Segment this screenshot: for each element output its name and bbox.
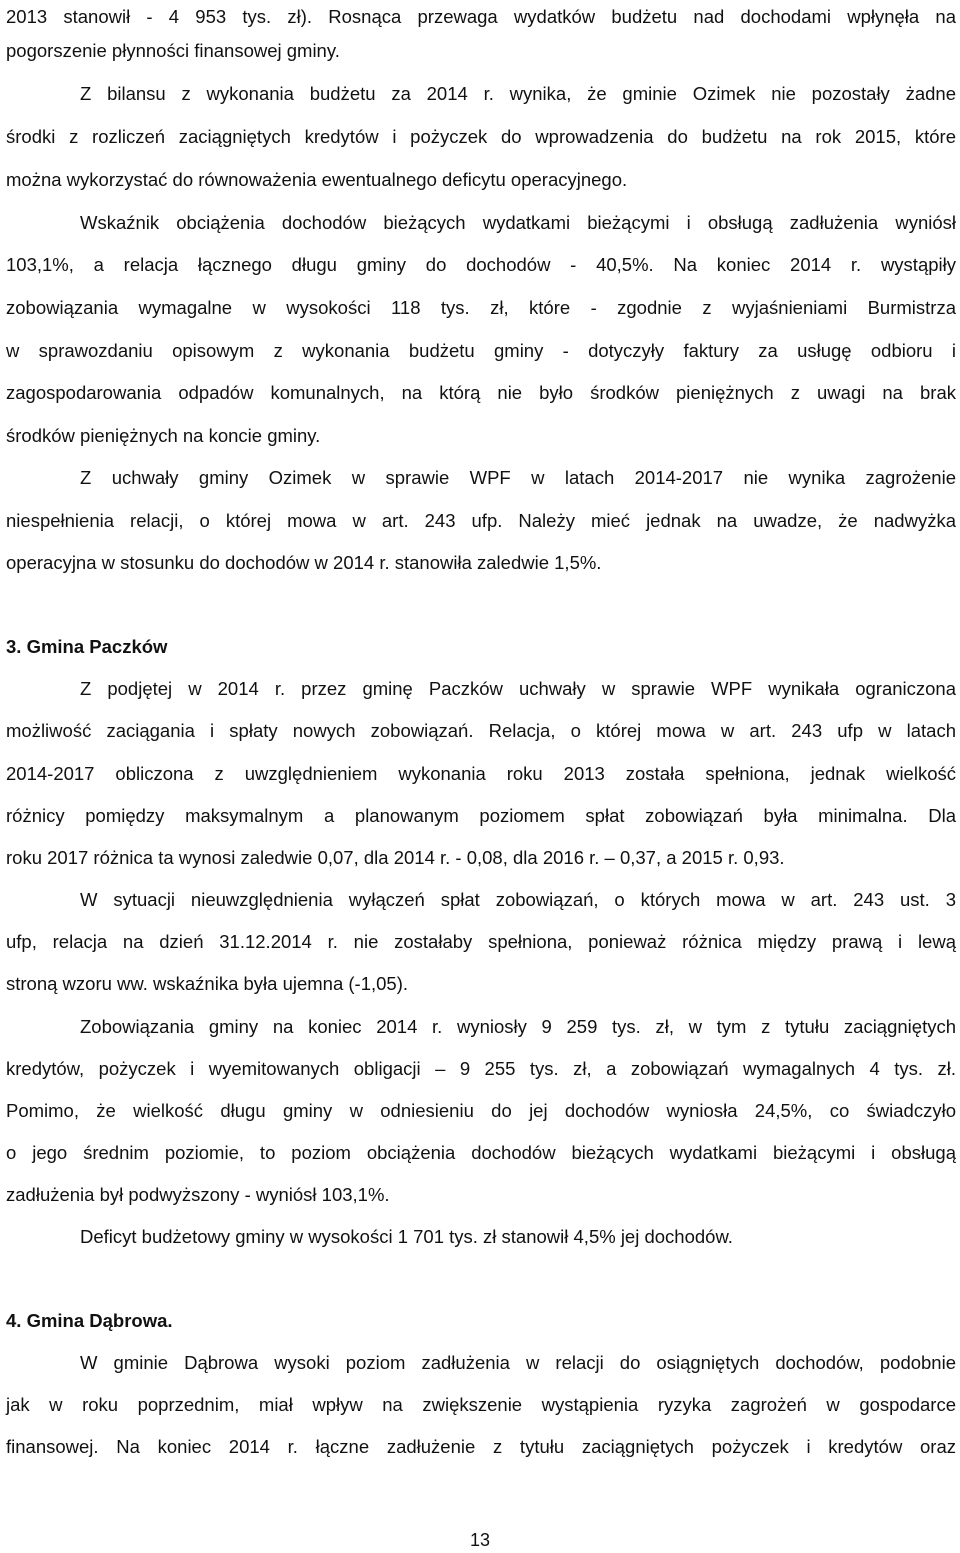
text-line: pogorszenie płynności finansowej gminy. [6,40,340,61]
text-line: 103,1%, a relacja łącznego długu gminy do dochodów - 40,5%. Na koniec 2014 r. wystąpiły [6,254,956,275]
text-line: zagospodarowania odpadów komunalnych, na którą nie było środków pieniężnych z uwagi na brak [6,382,956,403]
text-line: Pomimo, że wielkość długu gminy w odniesieniu do jej dochodów wyniosła 24,5%, co świadczyło [6,1100,956,1121]
text-line: operacyjna w stosunku do dochodów w 2014 r. stanowiła zaledwie 1,5%. [6,552,602,573]
text-line: jak w roku poprzednim, miał wpływ na zwiększenie wystąpienia ryzyka zagrożeń w gospodarce [6,1394,956,1415]
text-line: środki z rozliczeń zaciągniętych kredytów i pożyczek do wprowadzenia do budżetu na rok 2015, które [6,126,956,147]
section-heading-dabrowa: 4. Gmina Dąbrowa. [6,1310,173,1331]
text-line: 2013 stanowił - 4 953 tys. zł). Rosnąca przewaga wydatków budżetu nad dochodami wpłynęła na [6,6,956,27]
text-line: możliwość zaciągania i spłaty nowych zobowiązań. Relacja, o której mowa w art. 243 ufp w latach [6,720,956,741]
text-line: można wykorzystać do równoważenia ewentualnego deficytu operacyjnego. [6,169,628,190]
section-heading-paczkow: 3. Gmina Paczków [6,636,168,657]
text-line: kredytów, pożyczek i wyemitowanych obligacji – 9 255 tys. zł, a zobowiązań wymagalnych 4 tys. zł. [6,1058,956,1079]
text-line: różnicy pomiędzy maksymalnym a planowanym poziomem spłat zobowiązań była minimalna. Dla [6,805,956,826]
text-line: W sytuacji nieuwzględnienia wyłączeń spłat zobowiązań, o których mowa w art. 243 ust. 3 [80,889,956,910]
text-line: niespełnienia relacji, o której mowa w art. 243 ufp. Należy mieć jednak na uwadze, że nadwyżka [6,510,956,531]
text-line: Z bilansu z wykonania budżetu za 2014 r. wynika, że gminie Ozimek nie pozostały żadne [80,83,956,104]
text-line: 2014-2017 obliczona z uwzględnieniem wykonania roku 2013 została spełniona, jednak wielkość [6,763,956,784]
text-line: finansowej. Na koniec 2014 r. łączne zadłużenie z tytułu zaciągniętych pożyczek i kredytów oraz [6,1436,956,1457]
text-line: Wskaźnik obciążenia dochodów bieżących wydatkami bieżącymi i obsługą zadłużenia wyniósł [80,212,956,233]
text-line: W gminie Dąbrowa wysoki poziom zadłużenia w relacji do osiągniętych dochodów, podobnie [80,1352,956,1373]
text-line: zadłużenia był podwyższony - wyniósł 103,1%. [6,1184,390,1205]
text-line: zobowiązania wymagalne w wysokości 118 tys. zł, które - zgodnie z wyjaśnieniami Burmistrza [6,297,956,318]
page-number: 13 [469,1530,491,1550]
text-line: Deficyt budżetowy gminy w wysokości 1 701 tys. zł stanowił 4,5% jej dochodów. [80,1226,733,1247]
text-line: roku 2017 różnica ta wynosi zaledwie 0,07, dla 2014 r. - 0,08, dla 2016 r. – 0,37, a 2015 r. 0,93. [6,847,785,868]
text-line: środków pieniężnych na koncie gminy. [6,425,321,446]
text-line: ufp, relacja na dzień 31.12.2014 r. nie zostałaby spełniona, ponieważ różnica między prawą i lewą [6,931,956,952]
text-line: w sprawozdaniu opisowym z wykonania budżetu gminy - dotyczyły faktury za usługę odbioru i [6,340,956,361]
text-line: o jego średnim poziomie, to poziom obciążenia dochodów bieżących wydatkami bieżącymi i obsługą [6,1142,956,1163]
text-line: Z uchwały gminy Ozimek w sprawie WPF w latach 2014-2017 nie wynika zagrożenie [80,467,956,488]
text-line: Z podjętej w 2014 r. przez gminę Paczków uchwały w sprawie WPF wynikała ograniczona [80,678,956,699]
text-line: Zobowiązania gminy na koniec 2014 r. wyniosły 9 259 tys. zł, w tym z tytułu zaciągniętych [80,1016,956,1037]
text-line: stroną wzoru ww. wskaźnika była ujemna (-1,05). [6,973,409,994]
